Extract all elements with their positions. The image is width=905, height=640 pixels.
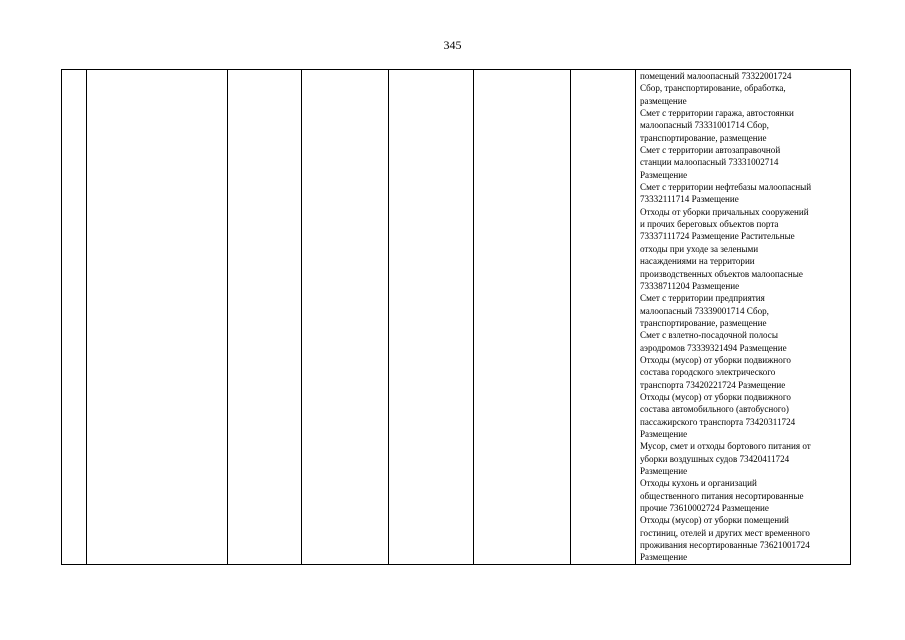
page-number: 345 <box>443 38 462 52</box>
table-cell-col-3 <box>228 70 302 565</box>
waste-text-line: 73337111724 Размещение Растительные <box>640 231 795 242</box>
waste-text-line: прочие 73610002724 Размещение <box>640 503 769 514</box>
waste-text-line: Смет с взлетно-посадочной полосы <box>640 330 778 341</box>
waste-text-line: Смет с территории предприятия <box>640 293 765 304</box>
waste-text-line: Мусор, смет и отходы бортового питания от <box>640 441 811 452</box>
waste-text-line: Смет с территории нефтебазы малоопасный <box>640 182 812 193</box>
waste-text-line: размещение <box>640 95 687 106</box>
waste-description-cell <box>636 70 851 565</box>
waste-text-line: Размещение <box>640 169 688 180</box>
waste-text-line: гостиниц, отелей и других мест временного <box>640 527 810 538</box>
waste-text-line: Отходы (мусор) от уборки подвижного <box>640 391 791 402</box>
table-row <box>62 70 851 565</box>
waste-text-line: малоопасный 73339001714 Сбор, <box>640 305 769 316</box>
waste-text-line: и прочих береговых объектов порта <box>640 219 779 230</box>
waste-text-line: Размещение <box>640 466 688 476</box>
table-cell-col-1 <box>62 70 87 565</box>
waste-text-line: Сбор, транспортирование, обработка, <box>640 83 786 94</box>
table-cell-col-2 <box>87 70 228 565</box>
waste-text-line: Отходы от уборки причальных сооружений <box>640 206 809 217</box>
waste-text-line: Отходы (мусор) от уборки помещений <box>640 515 789 526</box>
waste-text-line: транспортирование, размещение <box>640 317 767 328</box>
waste-text-line: малоопасный 73331001714 Сбор, <box>640 120 769 131</box>
waste-text-line: состава городского электрического <box>640 367 776 378</box>
waste-text-line: Смет с территории автозаправочной <box>640 145 781 156</box>
table-cell-col-5 <box>389 70 474 565</box>
waste-text-line: станции малоопасный 73331002714 <box>640 157 779 168</box>
waste-text-line: общественного питания несортированные <box>640 490 804 501</box>
waste-text-line: Смет с территории гаража, автостоянки <box>640 108 794 119</box>
table-cell-col-7 <box>571 70 636 565</box>
waste-text-line: Размещение <box>640 428 688 439</box>
table-cell-col-4 <box>302 70 389 565</box>
waste-text-line: насаждениями на территории <box>640 256 755 267</box>
waste-text-line: уборки воздушных судов 73420411724 <box>640 453 790 464</box>
waste-text-line: пассажирского транспорта 73420311724 <box>640 416 796 427</box>
waste-text-line: состава автомобильного (автобусного) <box>640 404 789 415</box>
waste-text-line: проживания несортированные 73621001724 <box>640 540 810 551</box>
waste-text-line: производственных объектов малоопасные <box>640 268 803 279</box>
waste-text-line: Отходы (мусор) от уборки подвижного <box>640 354 791 365</box>
waste-text-line: 73332111714 Размещение <box>640 194 739 205</box>
waste-text-line: Отходы кухонь и организаций <box>640 478 757 489</box>
waste-text-line: отходы при уходе за зелеными <box>640 243 759 254</box>
waste-text-line: аэродромов 73339321494 Размещение <box>640 342 787 353</box>
waste-text-line: 73338711204 Размещение <box>640 280 740 291</box>
waste-text-line: транспорта 73420221724 Размещение <box>640 379 786 390</box>
waste-text-line: помещений малоопасный 73322001724 <box>640 71 792 81</box>
table-cell-col-6 <box>474 70 571 565</box>
waste-table <box>61 69 851 565</box>
waste-text-line: Размещение <box>640 552 688 563</box>
waste-text-line: транспортирование, размещение <box>640 132 767 143</box>
